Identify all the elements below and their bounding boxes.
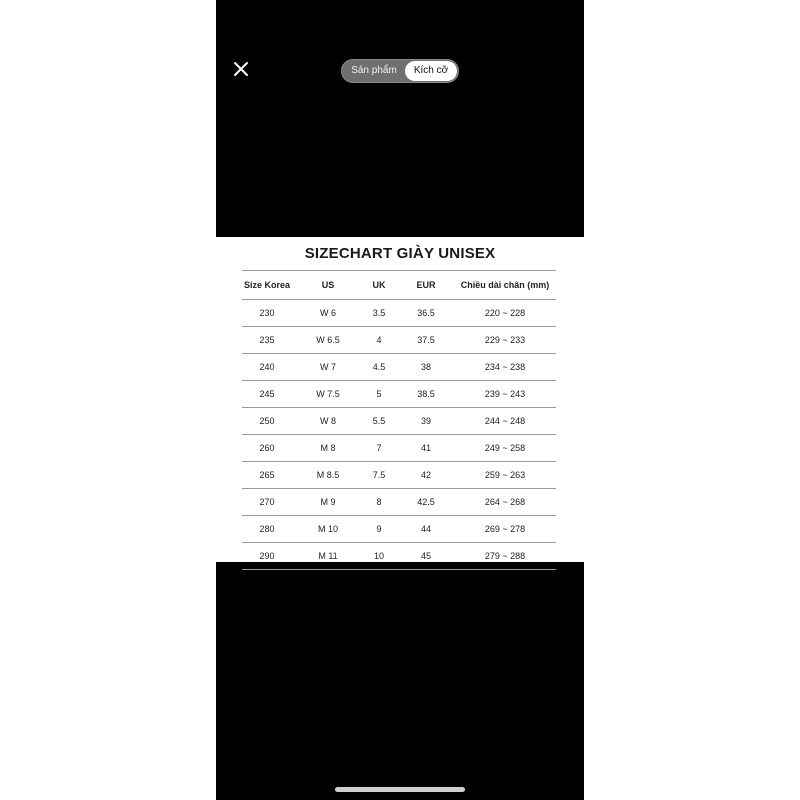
- table-cell: 41: [420, 443, 431, 453]
- table-row: [242, 326, 556, 353]
- table-cell: M 8: [320, 443, 336, 453]
- column-header: Chiều dài chân (mm): [460, 280, 550, 290]
- sizechart-table: [242, 270, 556, 570]
- table-row: [242, 434, 556, 461]
- table-cell: 5: [376, 389, 382, 399]
- column-header: UK: [372, 280, 386, 290]
- table-cell: 10: [373, 551, 384, 561]
- table-row: [242, 299, 556, 326]
- table-row: [242, 515, 556, 542]
- table-cell: M 8.5: [316, 470, 340, 480]
- table-cell: 240: [259, 362, 275, 372]
- table-cell: 279 ~ 288: [484, 551, 526, 561]
- tab-size[interactable]: Kích cỡ: [405, 61, 457, 81]
- table-cell: M 10: [317, 524, 338, 534]
- table-cell: 4: [376, 335, 382, 345]
- table-cell: 234 ~ 238: [484, 362, 526, 372]
- table-cell: 264 ~ 268: [484, 497, 526, 507]
- column-header: US: [321, 280, 335, 290]
- table-cell: 42: [420, 470, 431, 480]
- table-cell: 269 ~ 278: [484, 524, 526, 534]
- table-cell: 3.5: [372, 308, 386, 318]
- table-row: [242, 542, 556, 570]
- table-cell: 36.5: [417, 308, 435, 318]
- column-header: Size Korea: [243, 280, 291, 290]
- table-cell: 265: [259, 470, 275, 480]
- table-cell: 270: [259, 497, 275, 507]
- table-cell: W 6.5: [316, 335, 340, 345]
- close-icon: [230, 58, 252, 80]
- table-cell: 7.5: [372, 470, 386, 480]
- table-cell: 45: [420, 551, 431, 561]
- table-cell: 259 ~ 263: [484, 470, 526, 480]
- table-cell: 9: [376, 524, 382, 534]
- table-cell: 220 ~ 228: [484, 308, 526, 318]
- table-cell: W 7: [319, 362, 336, 372]
- table-cell: 230: [259, 308, 275, 318]
- table-cell: 239 ~ 243: [484, 389, 526, 399]
- sizechart-title: SIZECHART GIÀY UNISEX: [304, 245, 496, 262]
- table-row: [242, 461, 556, 488]
- phone-screen: [216, 0, 584, 800]
- table-cell: M 9: [320, 497, 336, 507]
- table-cell: W 8: [319, 416, 336, 426]
- table-cell: 244 ~ 248: [484, 416, 526, 426]
- table-cell: W 7.5: [316, 389, 340, 399]
- table-cell: 38.5: [417, 389, 435, 399]
- tab-product[interactable]: Sản phẩm: [351, 65, 397, 76]
- table-cell: 280: [259, 524, 275, 534]
- table-cell: 290: [259, 551, 275, 561]
- close-button[interactable]: [230, 58, 252, 80]
- table-cell: W 6: [319, 308, 336, 318]
- home-indicator: [335, 787, 465, 792]
- table-cell: 249 ~ 258: [484, 443, 526, 453]
- table-cell: 8: [376, 497, 382, 507]
- table-row: [242, 488, 556, 515]
- table-cell: 38: [420, 362, 431, 372]
- sizechart-image: [216, 237, 584, 562]
- table-cell: 260: [259, 443, 275, 453]
- table-cell: 235: [259, 335, 275, 345]
- table-cell: 7: [376, 443, 382, 453]
- table-cell: 42.5: [417, 497, 435, 507]
- table-cell: 39: [420, 416, 431, 426]
- table-cell: 245: [259, 389, 275, 399]
- table-cell: 4.5: [372, 362, 386, 372]
- table-row: [242, 380, 556, 407]
- view-segmented-control: [341, 59, 459, 83]
- table-cell: 44: [420, 524, 431, 534]
- table-cell: 250: [259, 416, 275, 426]
- column-header: EUR: [416, 280, 436, 290]
- table-cell: 229 ~ 233: [484, 335, 526, 345]
- table-cell: 37.5: [417, 335, 435, 345]
- table-row: [242, 353, 556, 380]
- table-header-row: [242, 270, 556, 299]
- table-cell: M 11: [318, 551, 338, 561]
- table-cell: 5.5: [372, 416, 386, 426]
- table-row: [242, 407, 556, 434]
